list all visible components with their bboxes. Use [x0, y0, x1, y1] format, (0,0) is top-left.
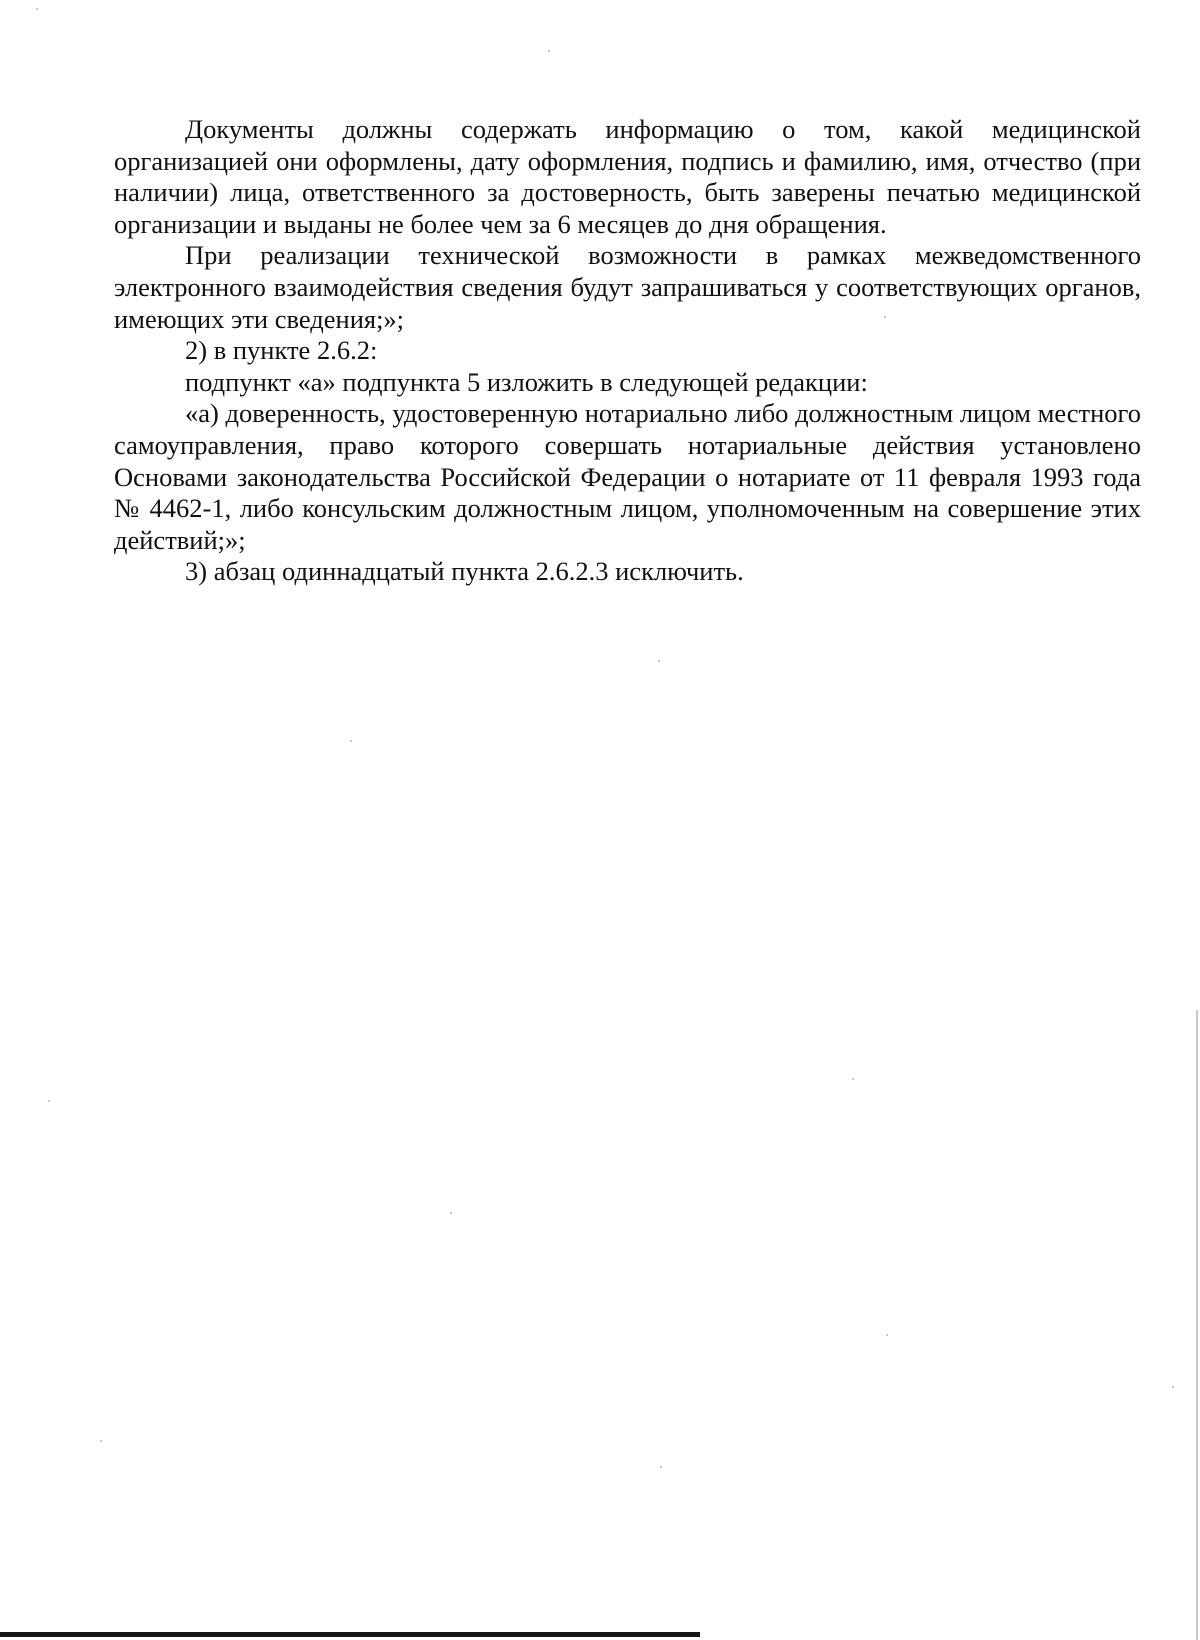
scan-speck: [48, 1100, 50, 1102]
scan-speck: [852, 1078, 854, 1080]
scan-speck: [100, 1440, 102, 1442]
scan-speck: [884, 316, 886, 318]
scan-speck: [350, 740, 352, 742]
scan-edge-bottom: [0, 1632, 700, 1637]
scan-speck: [450, 1212, 452, 1214]
scan-speck: [658, 660, 660, 662]
scan-speck: [660, 1466, 662, 1468]
paragraph-power-of-attorney: «а) доверенность, удостоверенную нотариально либо должностным лицом местного самоуправления, право которого совершать нотариальные действия установлено Основами законодательства Российской Федерации о нотариате от 11 февраля 1993 года № 4462-1, либо консульским должностным лицом, уполномоченным на совершение этих действий;»;: [114, 398, 1141, 555]
paragraph-item-2: 2) в пункте 2.6.2:: [185, 335, 378, 366]
scan-speck: [36, 8, 38, 10]
paragraph-item-3: 3) абзац одиннадцатый пункта 2.6.2.3 исключить.: [185, 556, 744, 587]
scan-speck: [548, 50, 550, 52]
scan-edge-right: [1196, 1010, 1198, 1640]
paragraph-interagency-interaction: При реализации технической возможности в рамках межведомственного электронного взаимодействия сведения будут запрашиваться у соответствующих органов, имеющих эти сведения;»;: [114, 240, 1141, 334]
scan-speck: [886, 1334, 888, 1336]
paragraph-medical-documents: Документы должны содержать информацию о том, какой медицинской организацией они оформлены, дату оформления, подпись и фамилию, имя, отчество (при наличии) лица, ответственного за достоверность, быть заверены печатью медицинской организации и выданы не более чем за 6 месяцев до дня обращения.: [114, 114, 1141, 239]
scan-speck: [1172, 1386, 1174, 1388]
paragraph-subitem-a-intro: подпункт «а» подпункта 5 изложить в следующей редакции:: [185, 366, 868, 397]
document-body: [114, 114, 1141, 588]
